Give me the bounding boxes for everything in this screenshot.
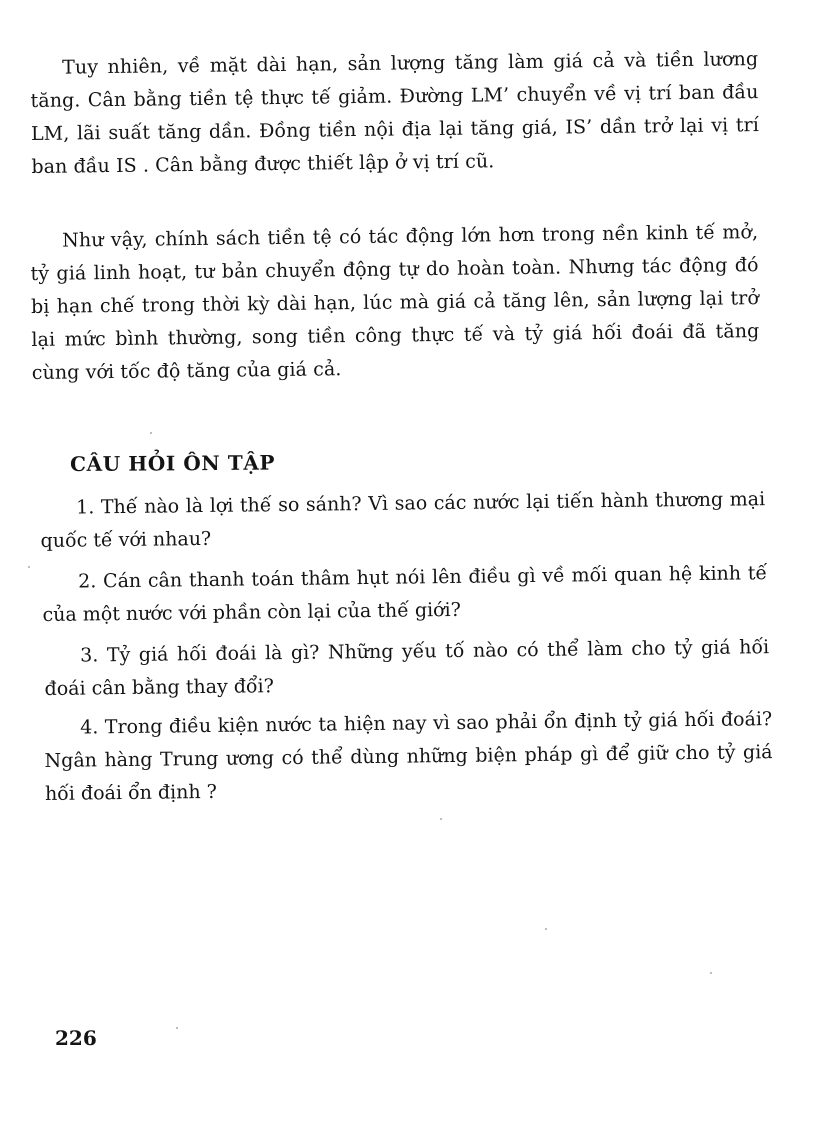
scan-speck — [176, 1027, 178, 1029]
section-heading: CÂU HỎI ÔN TẬP — [70, 450, 276, 476]
review-question-4: 4. Trong điều kiện nước ta hiện nay vì sao phải ổn định tỷ giá hối đoái? Ngân hàng Trung ương có thể dùng những biện pháp gì để giữ cho tỷ giá hối đoái ổn định ? — [44, 708, 773, 805]
scan-speck — [150, 432, 152, 434]
review-question-2: 2. Cán cân thanh toán thâm hụt nói lên điều gì về mối quan hệ kinh tế của một nước với phần còn lại của thế giới? — [42, 562, 768, 626]
scan-speck — [545, 928, 547, 930]
review-question-3: 3. Tỷ giá hối đoái là gì? Những yếu tố nào có thể làm cho tỷ giá hối đoái cân bằng thay đổi? — [44, 636, 770, 700]
scan-speck — [710, 972, 712, 974]
body-paragraph-1: Tuy nhiên, về mặt dài hạn, sản lượng tăng làm giá cả và tiền lương tăng. Cân bằng tiền tệ thực tế giảm. Đường LM’ chuyển về vị trí ban đầu LM, lãi suất tăng dần. Đồng tiền nội địa lại tăng giá, IS’ dần trở lại vị trí ban đầu IS . Cân bằng được thiết lập ở vị trí cũ. — [30, 48, 760, 178]
scan-speck — [440, 818, 442, 820]
scan-speck — [28, 566, 30, 568]
review-question-1: 1. Thế nào là lợi thế so sánh? Vì sao các nước lại tiến hành thương mại quốc tế với nhau? — [40, 488, 766, 552]
page-number: 226 — [55, 1026, 97, 1050]
body-paragraph-2: Như vậy, chính sách tiền tệ có tác động lớn hơn trong nền kinh tế mở, tỷ giá linh hoạt, tư bản chuyển động tự do hoàn toàn. Nhưng tác động đó bị hạn chế trong thời kỳ dài hạn, lúc mà giá cả tăng lên, sản lượng lại trở lại mức bình thường, song tiền công thực tế và tỷ giá hối đoái đã tăng cùng với tốc độ tăng của giá cả. — [30, 221, 760, 384]
